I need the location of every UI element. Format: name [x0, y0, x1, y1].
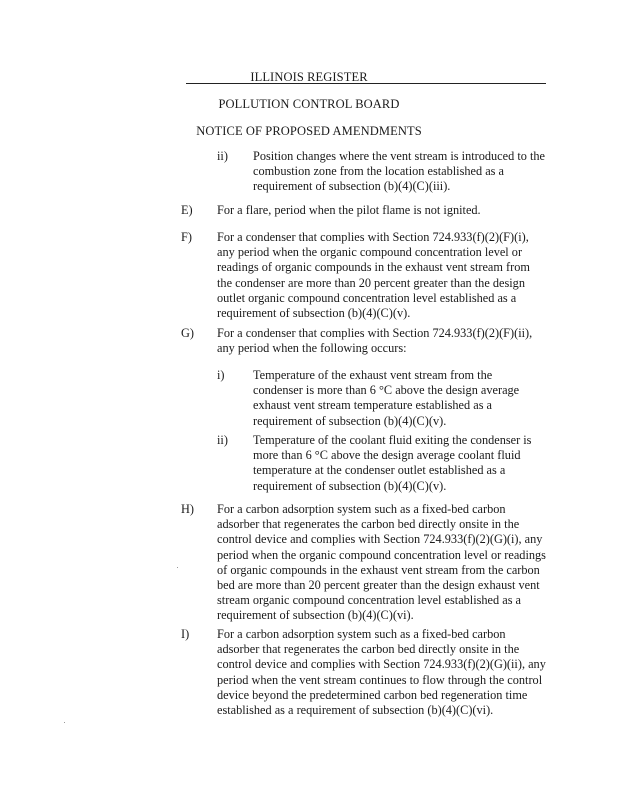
- item-text: For a carbon adsorption system such as a fixed-bed carbon adsorber that regenerates the carbon bed directly onsite in the control device and complies with Section 724.933(f)(2)(G)(i), any period when the organic compound concentration level or readings of organic compounds in the exhaust vent stream from the carbon bed are more than 20 percent greater than the design exhaust vent stream organic compound concentration level established as a requirement of subsection (b)(4)(C)(vi).: [217, 502, 546, 623]
- scan-speck: [177, 567, 178, 568]
- item-marker: i): [217, 368, 225, 382]
- item-text: Temperature of the coolant fluid exiting the condenser is more than 6 °C above the design average coolant fluid temperature at the condenser outlet established as a requirement of subsection (b)(4)(C)(v).: [253, 433, 532, 493]
- item-marker: F): [181, 230, 192, 244]
- item-marker: ii): [217, 149, 228, 163]
- item-text: Temperature of the exhaust vent stream from the condenser is more than 6 °C above the design average exhaust vent stream temperature established as a requirement of subsection (b)(4)(C)(v).: [253, 368, 520, 428]
- register-title: ILLINOIS REGISTER: [250, 70, 368, 84]
- scan-speck: [64, 722, 65, 723]
- notice-title: NOTICE OF PROPOSED AMENDMENTS: [196, 124, 422, 138]
- board-title: POLLUTION CONTROL BOARD: [218, 97, 400, 111]
- item-text: For a flare, period when the pilot flame is not ignited.: [217, 203, 481, 217]
- item-text: For a carbon adsorption system such as a fixed-bed carbon adsorber that regenerates the carbon bed directly onsite in the control device and complies with Section 724.933(f)(2)(G)(ii), any period when the vent stream continues to flow through the control device beyond the predetermined carbon bed regeneration time established as a requirement of subsection (b)(4)(C)(vi).: [217, 627, 546, 718]
- item-marker: ii): [217, 433, 228, 447]
- item-text: For a condenser that complies with Section 724.933(f)(2)(F)(ii), any period when the following occurs:: [217, 326, 533, 356]
- item-marker: I): [181, 627, 190, 641]
- item-marker: E): [181, 203, 193, 217]
- item-text: For a condenser that complies with Section 724.933(f)(2)(F)(i), any period when the organic compound concentration level or readings of organic compounds in the exhaust vent stream from the condenser are more than 20 percent greater than the design outlet organic compound concentration level established as a requirement of subsection (b)(4)(C)(v).: [217, 230, 530, 321]
- item-marker: G): [181, 326, 194, 340]
- item-marker: H): [181, 502, 194, 516]
- item-text: Position changes where the vent stream is introduced to the combustion zone from the location established as a requirement of subsection (b)(4)(C)(iii).: [253, 149, 545, 194]
